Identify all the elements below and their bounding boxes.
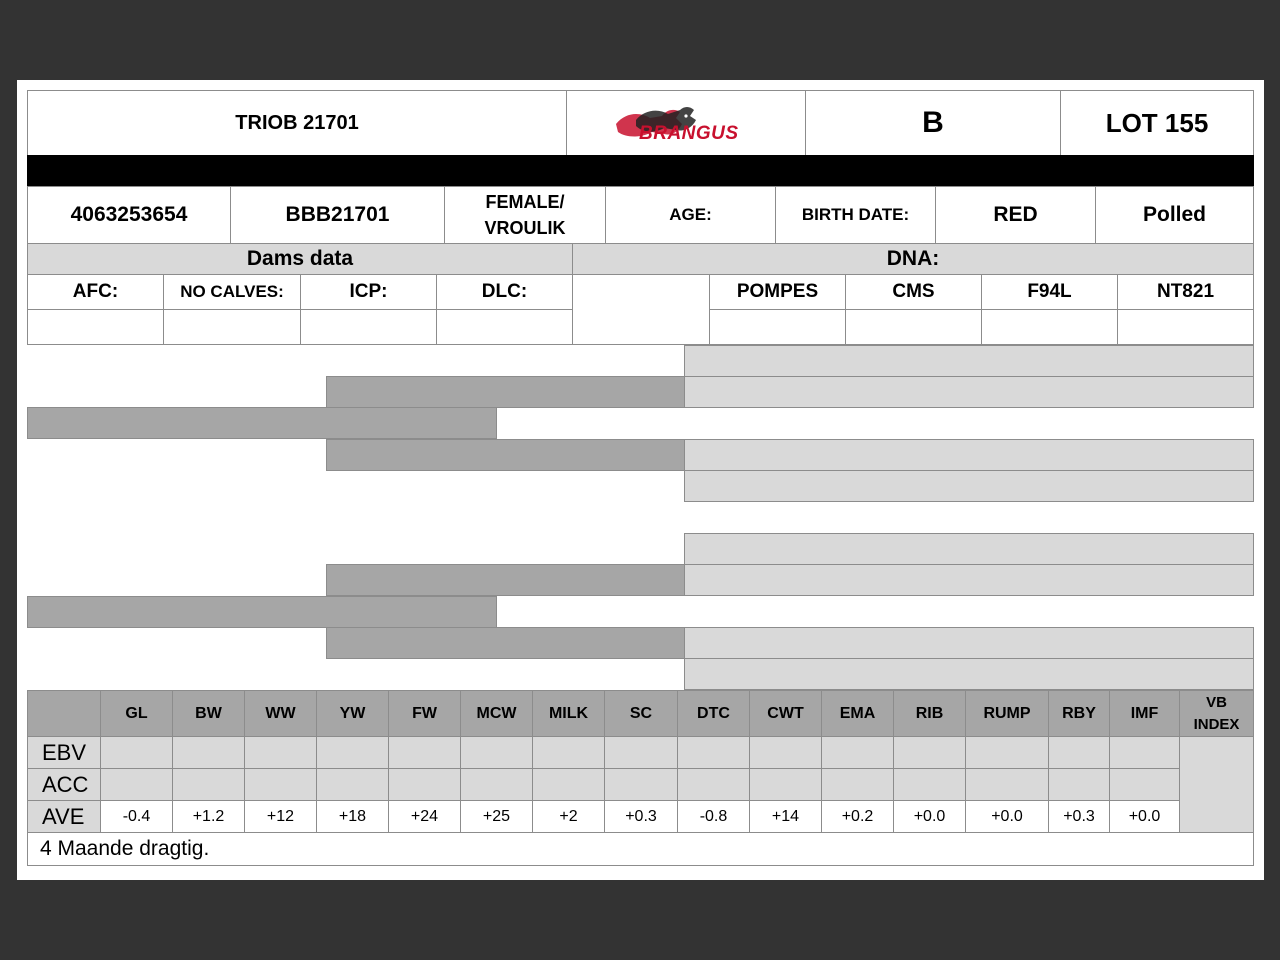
dna-col-pompes: POMPES [709, 274, 846, 310]
ave-value-cwt: +14 [749, 800, 822, 834]
sex-label-line2: VROULIK [484, 218, 566, 238]
ave-value-milk: +2 [532, 800, 605, 834]
ebv-value-rib [893, 736, 966, 769]
acc-value-rump [965, 768, 1049, 801]
dna-value-f94l [981, 309, 1118, 345]
pedigree-bar-sire-sire-dam [684, 376, 1254, 408]
dams-value-afc [27, 309, 164, 345]
brangus-logo [566, 90, 806, 156]
vb-index-value [1179, 736, 1254, 834]
ave-value-ww: +12 [244, 800, 317, 834]
registration-number: BBB21701 [230, 186, 445, 244]
dams-value-dlc [436, 309, 573, 345]
black-divider-band [27, 155, 1254, 187]
acc-value-ww [244, 768, 317, 801]
acc-value-imf [1109, 768, 1180, 801]
ebv-header-rib: RIB [893, 690, 966, 737]
animal-id-number: 4063253654 [27, 186, 231, 244]
ave-value-dtc: -0.8 [677, 800, 750, 834]
ebv-header-corner [27, 690, 101, 737]
ebv-value-sc [604, 736, 678, 769]
dams-col-dlc: DLC: [436, 274, 573, 310]
ave-value-mcw: +25 [460, 800, 533, 834]
ebv-value-cwt [749, 736, 822, 769]
ave-value-bw: +1.2 [172, 800, 245, 834]
dna-value-pompes [709, 309, 846, 345]
ave-value-sc: +0.3 [604, 800, 678, 834]
ebv-value-rby [1048, 736, 1110, 769]
pedigree-bar-sire-sire [326, 376, 685, 408]
pedigree-bar-sire-sire-sire [684, 345, 1254, 377]
notes-text: 4 Maande dragtig. [27, 832, 1254, 866]
ebv-header-bw: BW [172, 690, 245, 737]
ebv-header-mcw: MCW [460, 690, 533, 737]
ebv-value-ww [244, 736, 317, 769]
ave-value-ema: +0.2 [821, 800, 894, 834]
ave-value-yw: +18 [316, 800, 389, 834]
lot-card [17, 80, 1264, 880]
pedigree-bar-dam-sire-sire [684, 533, 1254, 565]
ebv-value-rump [965, 736, 1049, 769]
dams-value-icp [300, 309, 437, 345]
ebv-value-mcw [460, 736, 533, 769]
ebv-value-imf [1109, 736, 1180, 769]
ave-value-rby: +0.3 [1048, 800, 1110, 834]
pedigree-bar-sire-dam-sire [684, 439, 1254, 471]
ave-value-rib: +0.0 [893, 800, 966, 834]
ebv-value-dtc [677, 736, 750, 769]
ebv-header-vb-index [1179, 690, 1254, 737]
acc-value-rby [1048, 768, 1110, 801]
ebv-header-dtc: DTC [677, 690, 750, 737]
pedigree-bar-dam-dam [326, 627, 685, 659]
pedigree-bar-sire-dam [326, 439, 685, 471]
ebv-header-rby: RBY [1048, 690, 1110, 737]
dna-heading: DNA: [572, 243, 1254, 275]
ebv-value-bw [172, 736, 245, 769]
pedigree-bar-dam-sire-dam [684, 564, 1254, 596]
acc-value-milk [532, 768, 605, 801]
acc-value-yw [316, 768, 389, 801]
ebv-header-milk: MILK [532, 690, 605, 737]
dams-value-no-calves [163, 309, 301, 345]
ebv-value-ema [821, 736, 894, 769]
ave-value-fw: +24 [388, 800, 461, 834]
dna-col-nt821: NT821 [1117, 274, 1254, 310]
ebv-header-ema: EMA [821, 690, 894, 737]
acc-value-gl [100, 768, 173, 801]
ebv-value-yw [316, 736, 389, 769]
ebv-row-label-ebv: EBV [27, 736, 101, 769]
ebv-header-yw: YW [316, 690, 389, 737]
ebv-header-ww: WW [244, 690, 317, 737]
ebv-value-milk [532, 736, 605, 769]
ave-value-gl: -0.4 [100, 800, 173, 834]
ave-value-imf: +0.0 [1109, 800, 1180, 834]
lot-number: LOT 155 [1060, 90, 1254, 156]
acc-value-fw [388, 768, 461, 801]
ebv-row-label-acc: ACC [27, 768, 101, 801]
color-value: RED [935, 186, 1096, 244]
vb-index-line1: VB [1206, 693, 1227, 711]
birth-date-label: BIRTH DATE: [775, 186, 936, 244]
sex-label-line1: FEMALE/ [485, 192, 565, 212]
dams-data-heading: Dams data [27, 243, 573, 275]
dna-blank-cell [572, 274, 710, 345]
acc-value-ema [821, 768, 894, 801]
animal-title: TRIOB 21701 [27, 90, 567, 156]
pedigree-bar-dam-sire [326, 564, 685, 596]
brangus-logo-text: BRANGUS [639, 123, 739, 144]
ebv-value-gl [100, 736, 173, 769]
age-label: AGE: [605, 186, 776, 244]
dna-col-f94l: F94L [981, 274, 1118, 310]
ebv-header-gl: GL [100, 690, 173, 737]
dams-col-afc: AFC: [27, 274, 164, 310]
pedigree-bar-dam [27, 596, 497, 628]
grade-label: B [805, 90, 1061, 156]
dams-col-icp: ICP: [300, 274, 437, 310]
ebv-value-fw [388, 736, 461, 769]
sex-label [444, 186, 606, 244]
acc-value-bw [172, 768, 245, 801]
acc-value-mcw [460, 768, 533, 801]
dna-col-cms: CMS [845, 274, 982, 310]
dams-col-no-calves: NO CALVES: [163, 274, 301, 310]
ave-value-rump: +0.0 [965, 800, 1049, 834]
ebv-header-imf: IMF [1109, 690, 1180, 737]
pedigree-bar-sire-dam-dam [684, 470, 1254, 502]
acc-value-cwt [749, 768, 822, 801]
ebv-header-sc: SC [604, 690, 678, 737]
pedigree-bar-dam-dam-sire [684, 627, 1254, 659]
acc-value-dtc [677, 768, 750, 801]
vb-index-line2: INDEX [1193, 715, 1240, 733]
horn-status-value: Polled [1095, 186, 1254, 244]
ebv-header-fw: FW [388, 690, 461, 737]
dna-value-cms [845, 309, 982, 345]
ebv-row-label-ave: AVE [27, 800, 101, 834]
pedigree-bar-sire [27, 407, 497, 439]
pedigree-bar-dam-dam-dam [684, 658, 1254, 690]
ebv-header-rump: RUMP [965, 690, 1049, 737]
acc-value-rib [893, 768, 966, 801]
ebv-header-cwt: CWT [749, 690, 822, 737]
acc-value-sc [604, 768, 678, 801]
dna-value-nt821 [1117, 309, 1254, 345]
